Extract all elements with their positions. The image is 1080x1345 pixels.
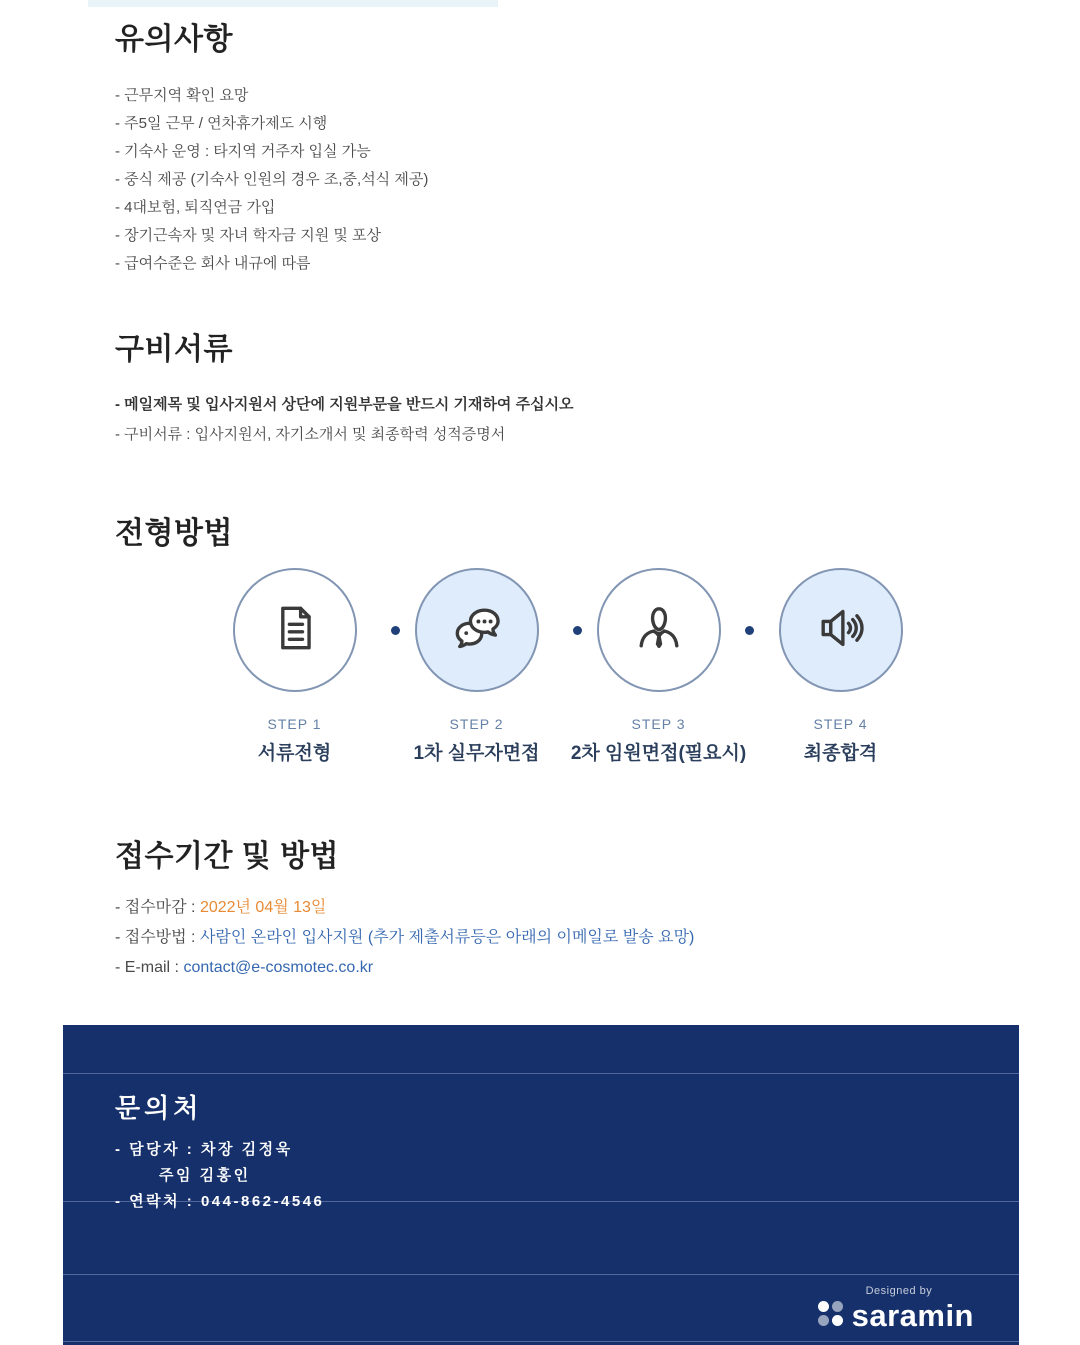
section-process	[0, 508, 1080, 765]
top-highlight-bar	[88, 0, 498, 7]
step-label: STEP 3	[631, 716, 686, 732]
saramin-logo	[818, 1286, 974, 1331]
brand-name: saramin	[851, 1297, 974, 1333]
item-label: - E-mail :	[115, 959, 184, 976]
step-title: 1차 실무자면접	[413, 743, 540, 764]
footer-brand-row	[63, 1275, 1019, 1342]
document-icon	[265, 598, 325, 663]
process-step-1	[204, 564, 386, 765]
footer	[63, 1025, 1019, 1345]
process-step-2	[386, 564, 568, 765]
process-step-3	[568, 564, 750, 765]
section-documents	[0, 324, 1080, 450]
step-circle	[597, 568, 721, 692]
step-title: 서류전형	[257, 743, 332, 764]
list-item: - 장기근속자 및 자녀 학자금 지원 및 포상	[115, 227, 382, 244]
list-item: - 4대보험, 퇴직연금 가입	[115, 199, 276, 216]
item-label: - 접수마감 :	[115, 899, 200, 916]
step-circle	[415, 568, 539, 692]
chat-icon	[447, 598, 507, 663]
list-item	[115, 923, 1020, 953]
step-label: STEP 4	[813, 716, 868, 732]
contact-title: 문의처	[115, 1093, 203, 1123]
process-title: 전형방법	[115, 517, 233, 550]
application-list	[115, 893, 1020, 983]
designed-by-label: Designed by	[865, 1284, 933, 1297]
step-separator-dot	[745, 626, 754, 635]
person-icon	[629, 598, 689, 663]
documents-list	[115, 390, 1020, 450]
saramin-dots-icon	[818, 1301, 843, 1326]
list-item: - 급여수준은 회사 내규에 따름	[115, 255, 311, 272]
footer-contact	[63, 1074, 1019, 1210]
step-separator-dot	[391, 626, 400, 635]
contact-person-line: - 담당자 : 차장 김정욱	[115, 1141, 293, 1158]
item-label: - 접수방법 :	[115, 929, 200, 946]
application-title: 접수기간 및 방법	[115, 840, 340, 873]
notes-list	[115, 82, 1020, 278]
documents-title: 구비서류	[115, 333, 233, 366]
list-item: - 구비서류 : 입사지원서, 자기소개서 및 최종학력 성적증명서	[115, 426, 506, 443]
step-title: 2차 임원면접(필요시)	[570, 743, 747, 764]
section-notes	[0, 14, 1080, 278]
contact-phone-line: - 연락처 : 044-862-4546	[115, 1193, 325, 1210]
step-circle	[233, 568, 357, 692]
list-item: - 기숙사 운영 : 타지역 거주자 입실 가능	[115, 143, 371, 160]
footer-mid-strip	[63, 1202, 1019, 1275]
list-item: - 근무지역 확인 요망	[115, 87, 249, 104]
brand-text	[852, 1286, 974, 1331]
list-item: - 중식 제공 (기숙사 인원의 경우 조,중,석식 제공)	[115, 171, 429, 188]
step-separator-dot	[573, 626, 582, 635]
deadline-date: 2022년 04월 13일	[199, 899, 327, 916]
email-address[interactable]: contact@e-cosmotec.co.kr	[183, 959, 374, 976]
contact-person-line: 주임 김홍인	[159, 1167, 251, 1184]
speaker-icon	[811, 598, 871, 663]
step-label: STEP 2	[449, 716, 504, 732]
process-step-4	[750, 564, 932, 765]
notes-title: 유의사항	[115, 23, 233, 56]
section-application	[0, 831, 1080, 983]
apply-method: 사람인 온라인 입사지원 (추가 제출서류등은 아래의 이메일로 발송 요망)	[199, 929, 695, 946]
list-item: - 주5일 근무 / 연차휴가제도 시행	[115, 115, 328, 132]
footer-top-strip	[63, 1025, 1019, 1074]
list-item	[115, 953, 1020, 983]
process-steps-row	[204, 564, 932, 765]
step-label: STEP 1	[267, 716, 322, 732]
list-item: - 메일제목 및 입사지원서 상단에 지원부문을 반드시 기재하여 주십시오	[115, 396, 574, 413]
step-title: 최종합격	[803, 743, 878, 764]
step-circle	[779, 568, 903, 692]
list-item	[115, 893, 1020, 923]
